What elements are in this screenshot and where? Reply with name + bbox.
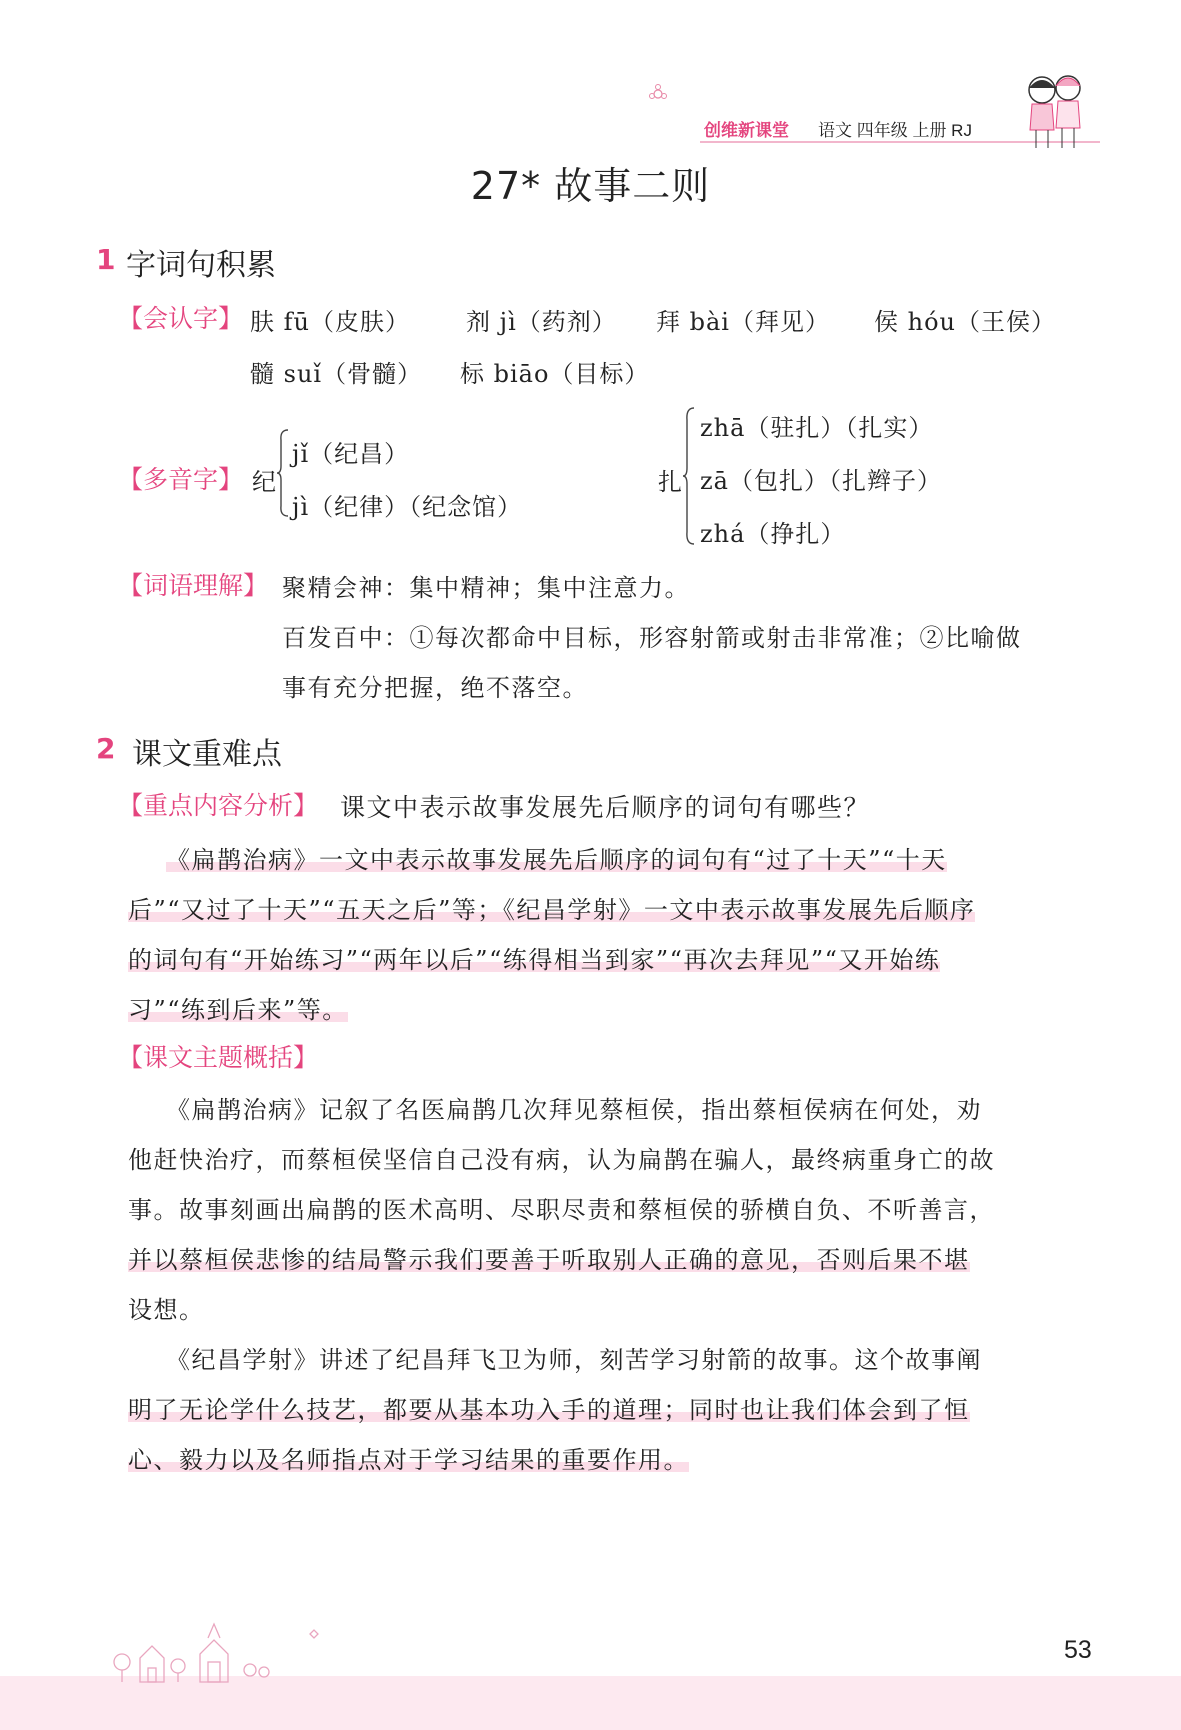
brand-label: 创维新课堂: [704, 121, 789, 140]
brace-icon: [682, 406, 696, 546]
theme-line: 设想。: [128, 1296, 205, 1324]
char-item: 剂 jì（药剂）: [466, 308, 617, 336]
cartoon-kids-icon: [1020, 68, 1090, 154]
analysis-line: 习”“练到后来”等。: [128, 996, 348, 1024]
subject-label: 语文 四年级 上册 RJ: [818, 121, 972, 140]
section-title: 字词句积累: [126, 248, 276, 283]
flower-icon: [648, 84, 668, 104]
tag-polyphone: 【多音字】: [118, 465, 244, 494]
theme-line: 他赶快治疗，而蔡桓侯坚信自己没有病，认为扁鹊在骗人，最终病重身亡的故: [128, 1146, 995, 1174]
tag-analysis: 【重点内容分析】: [118, 791, 319, 820]
footer-band: [0, 1676, 1181, 1730]
char-item: 肤 fū（皮肤）: [250, 308, 410, 336]
brace-icon: [276, 428, 290, 518]
word-explanation: 聚精会神：集中精神；集中注意力。: [282, 574, 690, 602]
theme-line: 明了无论学什么技艺，都要从基本功入手的道理；同时也让我们体会到了恒: [128, 1396, 970, 1424]
theme-line: 并以蔡桓侯悲惨的结局警示我们要善于听取别人正确的意见，否则后果不堪: [128, 1246, 970, 1274]
word-explanation: 事有充分把握，绝不落空。: [282, 674, 588, 702]
analysis-line: 的词句有“开始练习”“两年以后”“练得相当到家”“再次去拜见”“又开始练: [128, 946, 941, 974]
reading-item: zā（包扎）（扎辫子）: [700, 467, 942, 495]
theme-line: 《纪昌学射》讲述了纪昌拜飞卫为师，刻苦学习射箭的故事。这个故事阐: [166, 1346, 982, 1374]
theme-line: 心、毅力以及名师指点对于学习结果的重要作用。: [128, 1446, 689, 1474]
reading-item: jǐ（纪昌）: [292, 440, 410, 468]
char-item: 拜 bài（拜见）: [656, 308, 830, 336]
word-explanation: 百发百中：①每次都命中目标，形容射箭或射击非常准；②比喻做: [282, 624, 1022, 652]
reading-item: zhā（驻扎）（扎实）: [700, 414, 934, 442]
polyphone-char: 扎: [658, 468, 683, 496]
page-title: 27* 故事二则: [470, 164, 711, 208]
reading-item: jì（纪律）（纪念馆）: [292, 493, 523, 521]
char-item: 侯 hóu（王侯）: [874, 308, 1056, 336]
tag-recognize: 【会认字】: [118, 304, 244, 333]
char-item: 标 biāo（目标）: [460, 360, 650, 388]
house-doodle-icon: [110, 1620, 370, 1684]
analysis-line: 后”“又过了十天”“五天之后”等；《纪昌学射》一文中表示故事发展先后顺序: [128, 896, 976, 924]
theme-line: 事。故事刻画出扁鹊的医术高明、尽职尽责和蔡桓侯的骄横自负、不听善言，: [128, 1196, 995, 1224]
section-number: 1: [96, 243, 116, 276]
tag-words: 【词语理解】: [118, 571, 269, 600]
analysis-line: 《扁鹊治病》一文中表示故事发展先后顺序的词句有“过了十天”“十天: [166, 846, 947, 874]
polyphone-char: 纪: [252, 468, 277, 496]
section-number: 2: [96, 732, 116, 765]
analysis-question: 课文中表示故事发展先后顺序的词句有哪些？: [340, 793, 871, 822]
reading-item: zhá（挣扎）: [700, 520, 846, 548]
section-title: 课文重难点: [132, 737, 282, 772]
char-item: 髓 suǐ（骨髓）: [250, 360, 423, 388]
page-number: 53: [1064, 1636, 1092, 1664]
theme-line: 《扁鹊治病》记叙了名医扁鹊几次拜见蔡桓侯，指出蔡桓侯病在何处，劝: [166, 1096, 982, 1124]
tag-theme: 【课文主题概括】: [118, 1043, 319, 1072]
